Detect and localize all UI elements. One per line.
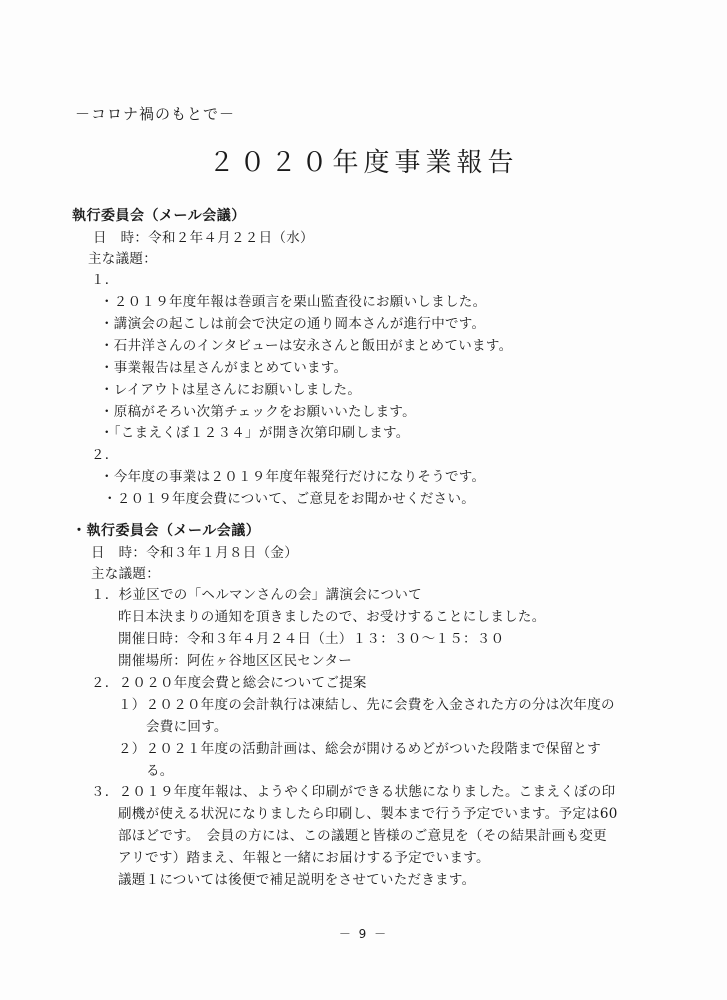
section2-item3-line: 部ほどです。 会員の方には、この議題と皆様のご意見を（その結果計画も変更: [118, 828, 607, 844]
section1-item1-bullet: ・石井洋さんのインタビューは安永さんと飯田がまとめています。: [100, 338, 513, 354]
section1-date: 日 時：令和２年４月２２日（水）: [93, 230, 314, 246]
section1-item1-bullet: ・２０１９年度年報は巻頭言を栗山監査役にお願いしました。: [100, 294, 487, 310]
section2-heading: ・執行委員会（メール会議）: [72, 523, 261, 539]
section2-item2-sub1: １）２０２０年度の会計執行は凍結し、先に会費を入金された方の分は次年度の: [118, 697, 615, 713]
section2-item2-sub2: ２）２０２１年度の活動計画は、総会が開けるめどがついた段階まで保留とす: [118, 741, 601, 757]
section2-item1-line: １．杉並区での「ヘルマンさんの会」講演会について: [91, 587, 422, 603]
section1-item2-bullet: ・２０１９年度会費について、ご意見をお聞かせください。: [103, 491, 476, 507]
section2-item1-line: 開催日時：令和３年４月２４日（土）１３：３０～１５：３０: [118, 631, 505, 647]
section2-item1-line: 昨日本決まりの通知を頂きましたので、お受けすることにしました。: [118, 609, 546, 625]
section2-item3-line: 議題１については後便で補足説明をさせていただきます。: [118, 872, 476, 888]
section1-item1-bullet: ・講演会の起こしは前会で決定の通り岡本さんが進行中です。: [100, 316, 486, 332]
section2-item1-line: 開催場所：阿佐ヶ谷地区区民センター: [118, 653, 353, 669]
section1-item2-number: ２．: [91, 447, 119, 463]
section1-item1-bullet: ・原稿がそろい次第チェックをお願いいたします。: [100, 404, 416, 420]
section1-heading: 執行委員会（メール会議）: [72, 208, 246, 224]
section2-item2-line: ２．２０２０年度会費と総会についてご提案: [91, 675, 367, 691]
page-number: － 9 －: [338, 927, 389, 941]
section2-item3-line: 刷機が使える状況になりましたら印刷し、製本まで行う予定でいます。予定は60: [118, 806, 618, 822]
section1-item1-bullet: ・レイアウトは星さんにお願いしました。: [100, 382, 362, 398]
section2-item3-line: アリです）踏まえ、年報と一緒にお届けする予定でいます。: [118, 850, 490, 866]
section2-item3-line: ３．２０１９年度年報は、ようやく印刷ができる状態になりました。こまえくぼの印: [91, 784, 616, 800]
section2-item2-sub1-continued: 会費に回す。: [146, 719, 228, 735]
section1-item1-bullet: ・事業報告は星さんがまとめています。: [100, 360, 348, 376]
section1-item1-number: １．: [91, 272, 119, 288]
document-title: ２０２０年度事業報告: [208, 148, 519, 178]
section2-agenda-label: 主な議題：: [91, 566, 160, 582]
section2-date: 日 時：令和３年１月８日（金）: [91, 545, 298, 561]
section1-item2-bullet: ・今年度の事業は２０１９年度年報発行だけになりそうです。: [100, 469, 486, 485]
section1-agenda-label: 主な議題：: [88, 251, 157, 267]
section2-item2-sub2-continued: る。: [146, 763, 174, 779]
section1-item1-bullet: ・「こまえくぼ１２３４」が開き次第印刷します。: [100, 425, 410, 441]
document-subtitle: －コロナ禍のもとで－: [75, 105, 236, 123]
